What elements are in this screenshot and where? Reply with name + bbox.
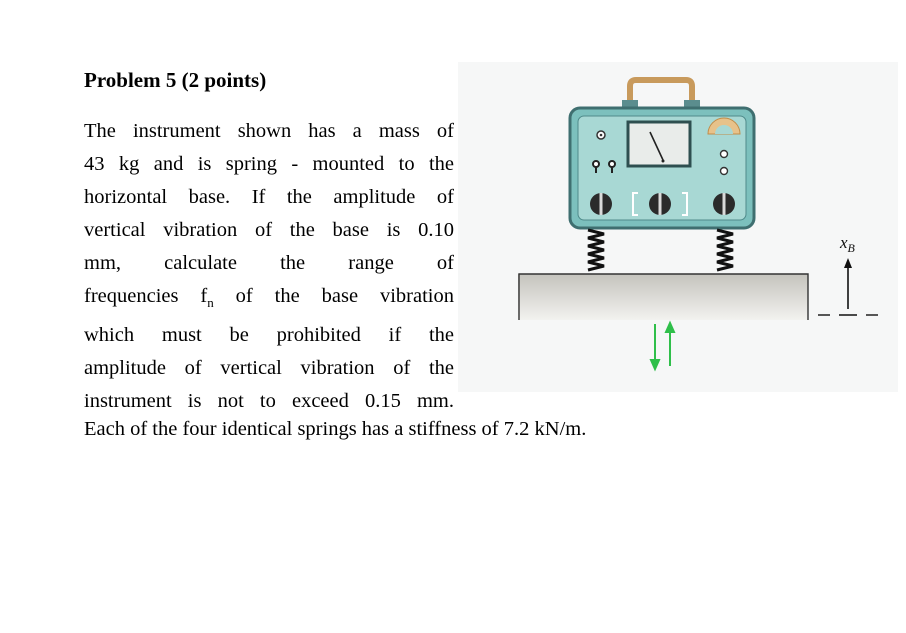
spring-stiffness-note: Each of the four identical springs has a stiffness of 7.2 kN/m. <box>84 418 587 440</box>
instrument-figure <box>458 62 898 392</box>
statement-fragment: of the base vibration <box>213 285 454 307</box>
status-led-icon <box>721 168 728 175</box>
toggle-switch-icon <box>593 161 599 167</box>
displacement-label: $x_B$ <box>840 233 855 255</box>
statement-line: horizontal base. If the amplitude of <box>84 186 454 208</box>
control-knob-icon <box>713 193 735 215</box>
problem-title: Problem 5 (2 points) <box>84 68 267 92</box>
problem-statement <box>84 115 454 418</box>
meter-pivot <box>662 160 665 163</box>
control-knob-icon <box>590 193 612 215</box>
statement-line: mm, calculate the range of <box>84 252 454 274</box>
status-led-icon <box>721 151 728 158</box>
frequency-subscript: n <box>207 295 214 311</box>
indicator-light-center <box>600 134 603 137</box>
meter-display <box>628 122 690 166</box>
statement-line: The instrument shown has a mass of <box>84 120 454 142</box>
statement-line: amplitude of vertical vibration of the <box>84 357 454 380</box>
statement-line: which must be prohibited if the <box>84 324 454 347</box>
statement-line: vertical vibration of the base is 0.10 <box>84 219 454 241</box>
statement-line <box>84 280 454 319</box>
control-knob-icon <box>649 193 671 215</box>
frequency-symbol: frequencies f <box>84 285 208 307</box>
base-platform <box>518 274 808 320</box>
toggle-switch-icon <box>609 161 615 167</box>
statement-line: instrument is not to exceed 0.15 mm. <box>84 390 454 413</box>
statement-line: 43 kg and is spring - mounted to the <box>84 153 454 175</box>
